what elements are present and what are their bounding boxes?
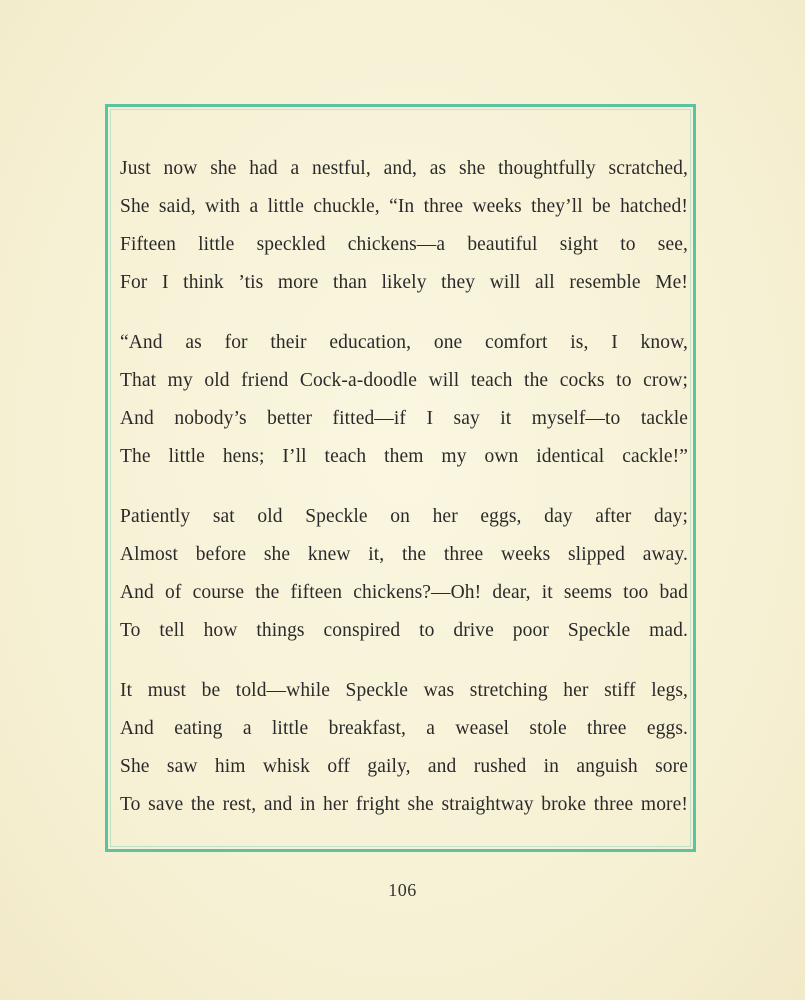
poem-line: To save the rest, and in her fright she straightway broke three more! — [120, 794, 688, 815]
poem-line: And nobody’s better fitted—if I say it myself—to tackle — [120, 408, 688, 429]
poem-line: The little hens; I’ll teach them my own identical cackle!” — [120, 446, 688, 467]
poem-line: Fifteen little speckled chickens—a beautiful sight to see, — [120, 234, 688, 255]
stanza-2 — [120, 324, 690, 476]
stanza-3 — [120, 498, 690, 650]
stanza-1 — [120, 150, 690, 302]
poem-line: Almost before she knew it, the three weeks slipped away. — [120, 544, 688, 565]
poem-line: Just now she had a nestful, and, as she thoughtfully scratched, — [120, 158, 688, 179]
poem-line: “And as for their education, one comfort is, I know, — [120, 332, 688, 353]
poem-line: She said, with a little chuckle, “In three weeks they’ll be hatched! — [120, 196, 688, 217]
poem-line: And eating a little breakfast, a weasel stole three eggs. — [120, 718, 688, 739]
stanza-4 — [120, 672, 690, 824]
poem-line: And of course the fifteen chickens?—Oh! dear, it seems too bad — [120, 582, 688, 603]
poem-line: Patiently sat old Speckle on her eggs, day after day; — [120, 506, 688, 527]
poem-line: She saw him whisk off gaily, and rushed in anguish sore — [120, 756, 688, 777]
poem-text — [120, 150, 690, 824]
poem-line: It must be told—while Speckle was stretching her stiff legs, — [120, 680, 688, 701]
poem-line: That my old friend Cock-a-doodle will teach the cocks to crow; — [120, 370, 688, 391]
poem-line: To tell how things conspired to drive poor Speckle mad. — [120, 620, 688, 641]
page-number: 106 — [388, 880, 417, 900]
poem-line: For I think ’tis more than likely they will all resemble Me! — [120, 272, 688, 293]
